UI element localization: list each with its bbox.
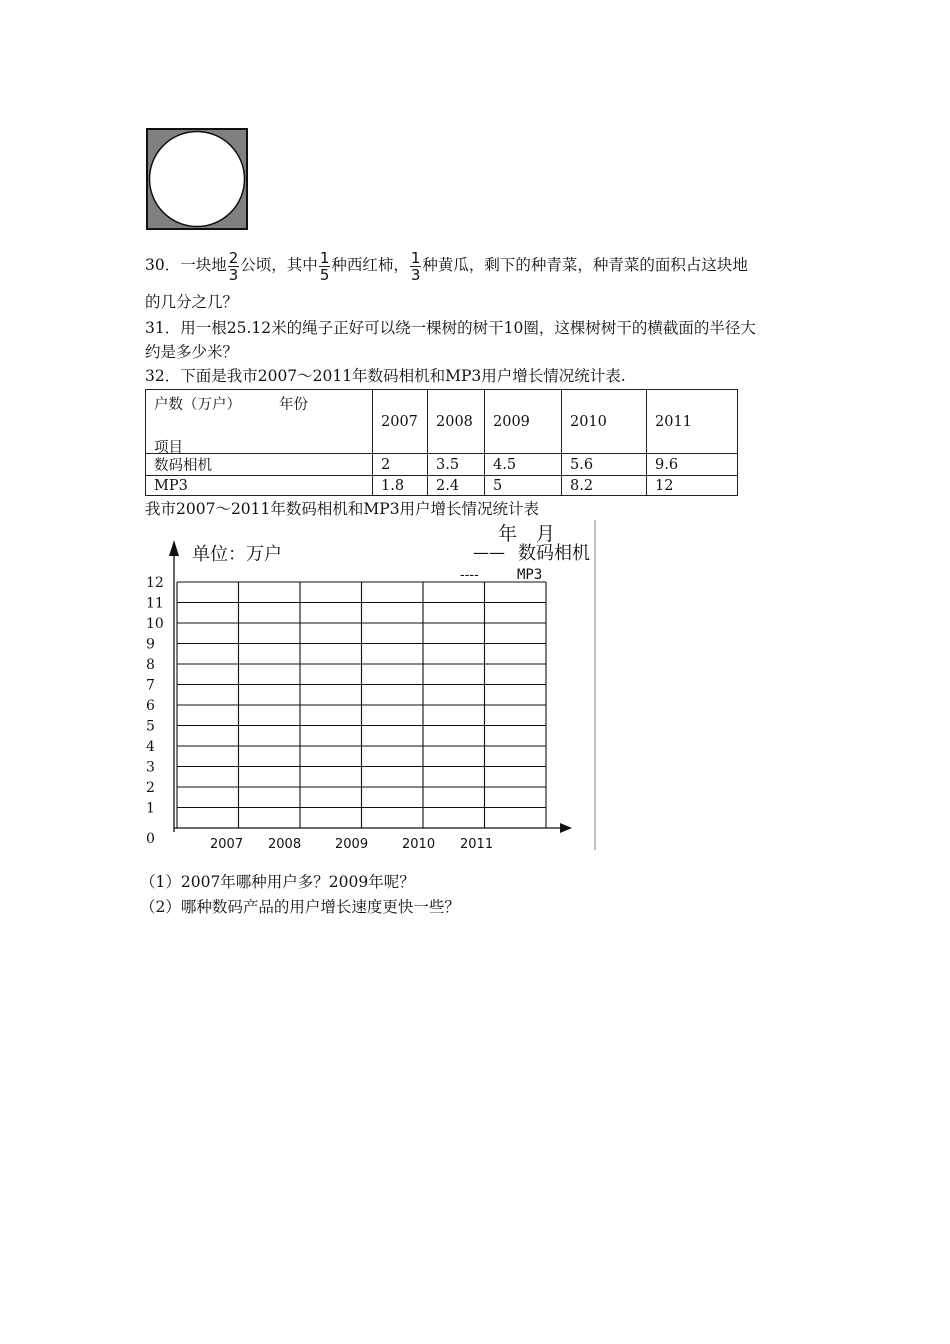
table-cell: 2	[373, 454, 428, 476]
line-chart-grid	[140, 518, 600, 853]
fraction-1-3	[410, 250, 422, 283]
x-tick-labels	[210, 837, 493, 852]
date-label: 年 月	[498, 523, 556, 545]
fraction-numerator: 2	[228, 248, 239, 267]
x-tick-label: 2007	[210, 837, 244, 852]
y-tick-label: 12	[146, 575, 164, 591]
question-31-line2: 约是多少米？	[145, 343, 239, 361]
q30-text: 种西红柿，	[331, 256, 409, 274]
y-tick-label: 5	[146, 718, 155, 735]
question-number: 30．	[145, 256, 181, 274]
legend-label-camera: 数码相机	[518, 543, 590, 564]
year-cell: 2007	[373, 390, 428, 454]
question-32-intro: 32．下面是我市2007～2011年数码相机和MP3用户增长情况统计表.	[145, 367, 626, 385]
fraction-denominator: 3	[228, 265, 239, 284]
table-cell: 1.8	[373, 476, 428, 496]
fraction-numerator: 1	[410, 248, 421, 267]
table-corner-cell	[146, 390, 373, 454]
year-cell: 2011	[647, 390, 738, 454]
y-tick-label: 10	[146, 616, 164, 632]
q30-text: 一块地	[180, 256, 227, 274]
year-cell: 2010	[562, 390, 647, 454]
table-cell: 5	[485, 476, 562, 496]
header-households: 户数（万户）	[154, 397, 241, 413]
unit-label: 单位：万户	[192, 544, 282, 565]
fraction-denominator: 3	[410, 265, 421, 284]
y-tick-label: 3	[146, 759, 155, 776]
table-cell: 8.2	[562, 476, 647, 496]
table-cell: 4.5	[485, 454, 562, 476]
fraction-numerator: 1	[319, 248, 330, 267]
legend-label-mp3: MP3	[517, 567, 543, 583]
white-circle	[150, 132, 245, 227]
table-cell: 5.6	[562, 454, 647, 476]
sub-question-2: （2）哪种数码产品的用户增长速度更快一些？	[140, 898, 460, 916]
q30-text: 公顷，其中	[240, 256, 318, 274]
question-31-line1: 31．用一根25.12米的绳子正好可以绕一棵树的树干10圈，这棵树树干的横截面的半径大	[145, 319, 756, 337]
legend-marker-camera: ——	[473, 543, 505, 562]
y-tick-label: 7	[146, 677, 155, 694]
q30-text: 的几分之几？	[145, 293, 239, 311]
legend-marker-mp3: ----	[460, 568, 479, 583]
circle-in-square-figure	[146, 128, 248, 230]
header-year: 年份	[279, 397, 308, 413]
statistics-table	[145, 389, 738, 496]
table-cell: 12	[647, 476, 738, 496]
q30-text: 种黄瓜，剩下的种青菜，种青菜的面积占这块地	[422, 256, 748, 274]
table-header-row	[146, 390, 738, 454]
row-label: MP3	[146, 476, 373, 496]
table-row	[146, 476, 738, 496]
year-cell: 2008	[428, 390, 485, 454]
fraction-2-3	[228, 250, 240, 283]
fraction-1-5	[319, 250, 331, 283]
fraction-denominator: 5	[319, 265, 330, 284]
header-item: 项目	[154, 440, 183, 456]
y-tick-label: 8	[146, 657, 155, 673]
x-tick-label: 2008	[268, 837, 302, 852]
x-axis-arrow	[560, 823, 572, 833]
chart-title: 我市2007～2011年数码相机和MP3用户增长情况统计表	[145, 500, 540, 518]
y-tick-label: 1	[146, 800, 155, 817]
x-tick-label: 2010	[402, 837, 436, 852]
year-cell: 2009	[485, 390, 562, 454]
question-30-line1	[145, 240, 748, 290]
y-axis-arrow	[169, 540, 179, 556]
sub-question-1: （1）2007年哪种用户多？2009年呢？	[140, 873, 415, 891]
y-tick-label: 2	[146, 780, 155, 796]
x-tick-label: 2011	[460, 837, 494, 852]
row-label: 数码相机	[146, 454, 373, 476]
x-tick-label: 2009	[335, 837, 369, 852]
question-30-line2	[145, 292, 238, 312]
y-tick-label: 11	[146, 595, 164, 612]
table-cell: 2.4	[428, 476, 485, 496]
y-tick-label: 6	[146, 698, 155, 714]
y-tick-label: 4	[146, 739, 155, 755]
y-tick-labels	[146, 575, 164, 847]
y-tick-label: 0	[146, 831, 155, 847]
table-cell: 3.5	[428, 454, 485, 476]
y-tick-label: 9	[146, 636, 155, 653]
chart-grid	[177, 582, 546, 828]
table-row	[146, 454, 738, 476]
table-cell: 9.6	[647, 454, 738, 476]
